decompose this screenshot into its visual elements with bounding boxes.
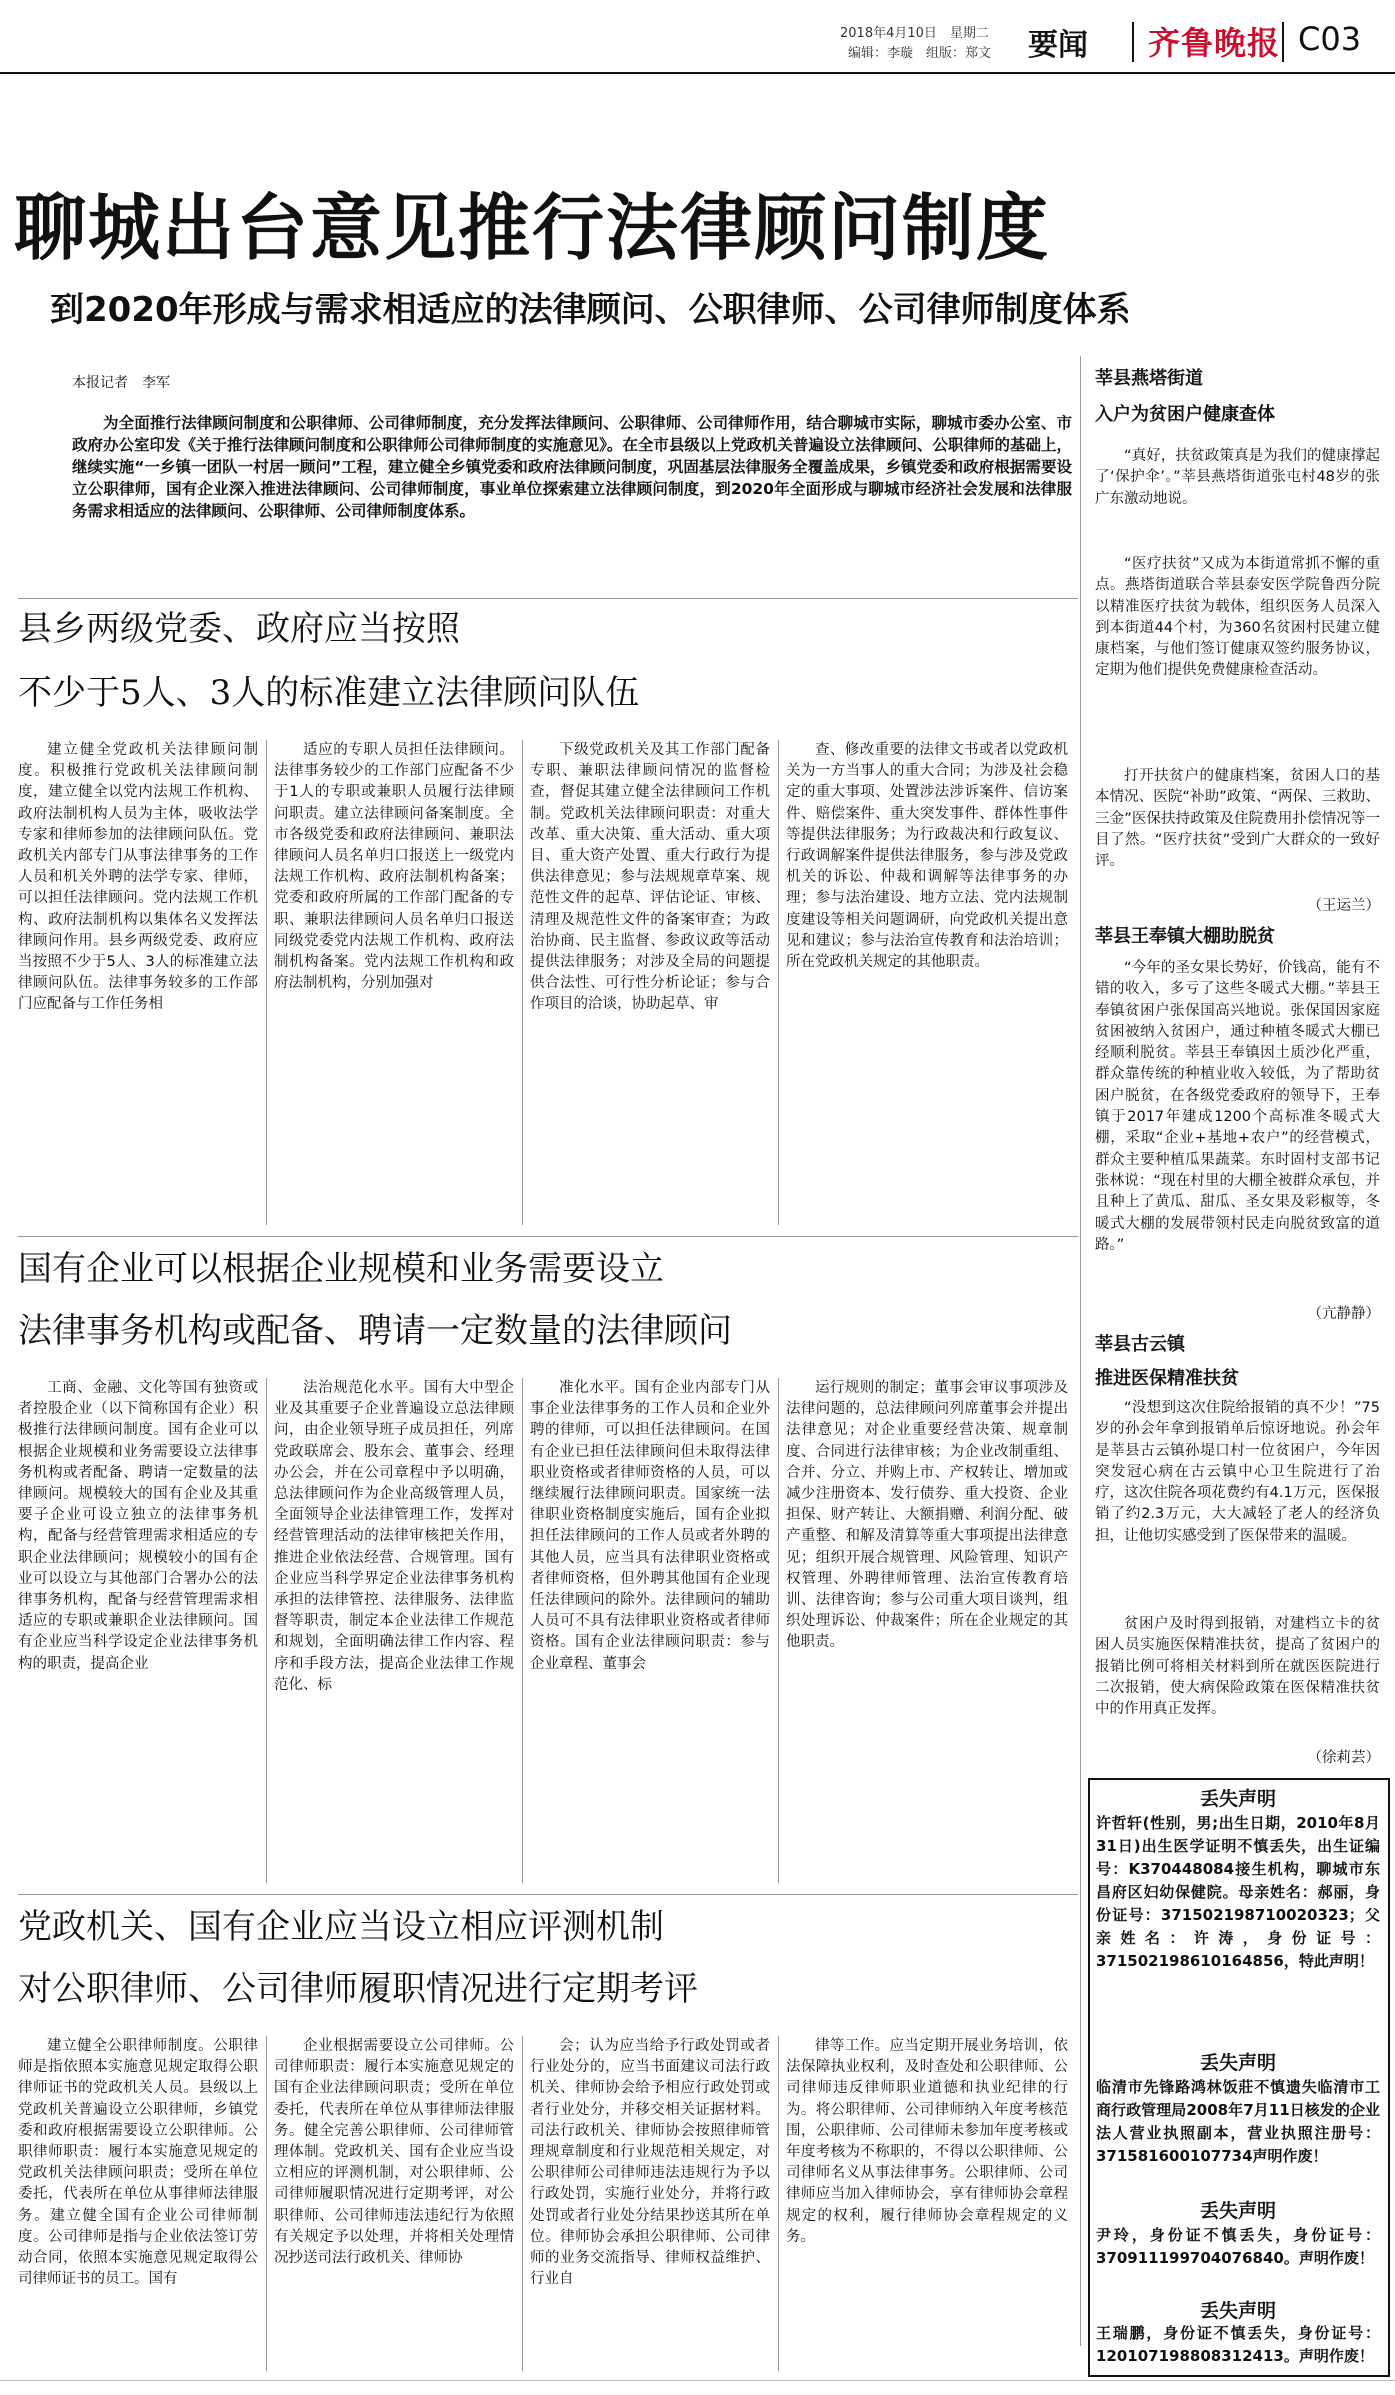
lead-paragraph: 为全面推行法律顾问制度和公职律师、公司律师制度，充分发挥法律顾问、公职律师、公司律师作用，结合聊城市实际，聊城市委办公室、市政府办公室印发《关于推行法律顾问制度和公职律师公司律师制度的实施意见》。在全市县级以上党政机关普遍设立法律顾问、公职律师的基础上，继续实施“一乡镇一团队一村居一顾问”工程，建立健全乡镇党委和政府法律顾问制度，巩固基层法律服务全覆盖成果，乡镇党委和政府根据需要设立公职律师，国有企业深入推进法律顾问、公司律师制度，事业单位探索建立法律顾问制度，到2020年全面形成与聊城市经济社会发展和法律服务需求相适应的法律顾问、公职律师、公司律师制度体系。 (72, 414, 1072, 520)
section-1-heading-line2: 不少于5人、3人的标准建立法律顾问队伍 (18, 673, 640, 713)
sidebar-story-2-author: （亢静静） (1307, 1306, 1380, 1322)
section-1-col-1: 建立健全党政机关法律顾问制度。积极推行党政机关法律顾问制度，建立健全以党内法规工作机构、政府法制机构人员为主体，吸收法学专家和律师参加的法律顾问队伍。党政机关内部专门从事法律事务的工作人员和机关外聘的法学专家、律师，可以担任法律顾问。党内法规工作机构、政府法制机构以集体名义发挥法律顾问作用。县乡两级党委、政府应当按照不少于5人、3人的标准建立法律顾问队伍。法律事务较多的工作部门应配备与工作任务相 (18, 742, 258, 1013)
section-1-col-3: 下级党政机关及其工作部门配备专职、兼职法律顾问情况的监督检查，督促其建立健全法律顾问工作机制。党政机关法律顾问职责：对重大改革、重大决策、重大活动、重大项目、重大资产处置、重大行政行为提供法律意见；参与法规规章草案、规范性文件的起草、评估论证、审核、清理及规范性文件的备案审查；为政治协商、民主监督、参政议政等活动提供法律服务；对涉及全局的问题提供合法性、可行性分析论证；参与合作项目的洽谈，协助起草、审 (530, 742, 770, 1013)
header-divider (1132, 22, 1134, 62)
column-rule (778, 740, 779, 1225)
section-1-heading-line1: 县乡两级党委、政府应当按照 (18, 609, 460, 649)
newspaper-logo: 齐鲁晚报 (1148, 24, 1281, 62)
section-2-col-3: 准化水平。国有企业内部专门从事企业法律事务的工作人员和企业外聘的律师，可以担任法律顾问。在国有企业已担任法律顾问但未取得法律职业资格或者律师资格的人员，可以继续履行法律顾问职责。国家统一法律职业资格制度实施后，国有企业拟担任法律顾问的工作人员或者外聘的其他人员，应当具有法律职业资格或者律师资格，但外聘其他国有企业现任法律顾问的除外。法律顾问的辅助人员可不具有法律职业资格或者律师资格。国有企业法律顾问职责：参与企业章程、董事会 (530, 1380, 770, 1672)
section-3-col-2: 企业根据需要设立公司律师。公司律师职责：履行本实施意见规定的国有企业法律顾问职责；受所在单位委托，代表所在单位从事律师法律服务。健全完善公职律师、公司律师管理体制。党政机关、国有企业应当设立相应的评测机制，对公职律师、公司律师履职情况进行定期考评，对公职律师、公司律师违法违纪行为依照有关规定予以处理，并将相关处理情况抄送司法行政机关、律师协 (274, 2038, 514, 2267)
notice-text: 王瑞鹏，身份证不慎丢失，身份证号：120107198808312413。声明作废！ (1096, 2324, 1380, 2365)
notice-title: 丢失声明 (1199, 1788, 1276, 1810)
sidebar-story-1-paragraph: “医疗扶贫”又成为本街道常抓不懈的重点。燕塔街道联合莘县泰安医学院鲁西分院以精准医疗扶贫为载体，组织医务人员深入到本街道44个村，为360名贫困村民建立健康档案，与他们签订健康双签约服务协议，定期为他们提供免费健康检查活动。 (1095, 556, 1380, 679)
issue-date: 2018年4月10日 星期二 (840, 26, 989, 41)
section-3-heading-line1: 党政机关、国有企业应当设立相应评测机制 (18, 1907, 664, 1947)
sidebar-story-1-paragraph: “真好，扶贫政策真是为我们的健康撑起了‘保护伞’。”莘县燕塔街道张屯村48岁的张广东激动地说。 (1095, 448, 1380, 507)
section-3-col-4: 律等工作。应当定期开展业务培训，依法保障执业权利，及时查处和公职律师、公司律师违反律师职业道德和执业纪律的行为。将公职律师、公司律师纳入年度考核范围，公职律师、公司律师未参加年度考核或年度考核为不称职的，不得以公职律师、公司律师名义从事法律事务。公职律师、公司律师应当加入律师协会，享有律师协会章程规定的权利，履行律师协会章程规定的义务。 (786, 2038, 1068, 2245)
section-2-heading-line1: 国有企业可以根据企业规模和业务需要设立 (18, 1249, 664, 1289)
section-rule (18, 598, 1078, 599)
column-rule (266, 2036, 267, 2371)
sidebar-story-3-paragraph: 贫困户及时得到报销，对建档立卡的贫困人员实施医保精准扶贫，提高了贫困户的报销比例可将相关材料到所在就医医院进行二次报销，使大病保险政策在医保精准扶贫中的作用真正发挥。 (1095, 1616, 1380, 1718)
header-divider (1282, 22, 1284, 62)
notice-title: 丢失声明 (1199, 2200, 1276, 2222)
section-3-col-3: 会；认为应当给予行政处罚或者行业处分的，应当书面建议司法行政机关、律师协会给予相应行政处罚或者行业处分，并移交相关证据材料。司法行政机关、律师协会按照律师管理规章制度和行业规范相关规定，对公职律师公司律师违法违规行为予以行政处罚，实施行业处分，并将行政处罚或者行业处分结果抄送其所在单位。律师协会承担公职律师、公司律师的业务交流指导、律师权益维护、行业自 (530, 2038, 770, 2288)
column-rule (266, 1378, 267, 1883)
sidebar-story-3-place: 莘县古云镇 (1095, 1334, 1185, 1355)
sidebar-story-2-paragraph: “今年的圣女果长势好，价钱高，能有不错的收入，多亏了这些冬暖式大棚。”莘县王奉镇贫困户张保国高兴地说。张保国因家庭贫困被纳入贫困户，通过种植冬暖式大棚已经顺利脱贫。莘县王奉镇因土质沙化严重，群众靠传统的种植业收入较低，为了帮助贫困户脱贫，在各级党委政府的领导下，王奉镇于2017年建成1200个高标准冬暖式大棚，采取“企业+基地+农户”的经营模式，群众主要种植瓜果蔬菜。东时固村支部书记张林说：“现在村里的大棚全被群众承包，并且种上了黄瓜、甜瓜、圣女果及彩椒等，冬暖式大棚的发展带领村民走向脱贫致富的道路。” (1095, 960, 1380, 1253)
section-2-heading-line2: 法律事务机构或配备、聘请一定数量的法律顾问 (18, 1311, 732, 1351)
section-2-col-2: 法治规范化水平。国有大中型企业及其重要子企业普遍设立总法律顾问，由企业领导班子成员担任，列席党政联席会、股东会、董事会、经理办公会，并在公司章程中予以明确，总法律顾问作为企业高级管理人员，全面领导企业法律管理工作，发挥对经营管理活动的法律审核把关作用，推进企业依法经营、合规管理。国有企业应当科学界定企业法律事务机构承担的法律管控、法律服务、法律监督等职责，制定本企业法律工作规范和规划，全面明确法律工作内容、程序和手段方法，提高企业法律工作规范化、标 (274, 1380, 514, 1693)
sidebar-story-2-place: 莘县王奉镇大棚助脱贫 (1095, 926, 1275, 947)
sidebar-divider (1080, 356, 1081, 2346)
sidebar-story-1-paragraph: 打开扶贫户的健康档案，贫困人口的基本情况、医院“补助”政策、“两保、三救助、三金”医保扶持政策及住院费用扑偿情况等一目了然。“医疗扶贫”受到广大群众的一致好评。 (1095, 768, 1380, 870)
sidebar-story-1-headline: 入户为贫困户健康查体 (1095, 404, 1275, 425)
section-name: 要闻 (1028, 28, 1088, 63)
notice-text: 许哲轩(性别，男;出生日期，2010年8月31日)出生医学证明不慎丢失，出生证编号：K370448084接生机构，聊城市东昌府区妇幼保健院。母亲姓名：郝丽，身份证号：371502198710020323；父亲姓名：许涛，身份证号：371502198610164856，特此声明！ (1096, 1814, 1380, 1970)
section-rule (18, 1236, 1078, 1237)
section-1-col-2: 适应的专职人员担任法律顾问。法律事务较少的工作部门应配备不少于1人的专职或兼职人员履行法律顾问职责。建立法律顾问备案制度。全市各级党委和政府法律顾问、兼职法律顾问人员名单归口报送上一级党内法规工作机构、政府法制机构备案；党委和政府所属的工作部门配备的专职、兼职法律顾问人员名单归口报送同级党委党内法规工作机构、政府法制机构备案。党内法规工作机构和政府法制机构，分别加强对 (274, 742, 514, 992)
notice-title: 丢失声明 (1199, 2052, 1276, 2074)
section-2-col-1: 工商、金融、文化等国有独资或者控股企业（以下简称国有企业）积极推行法律顾问制度。国有企业可以根据企业规模和业务需要设立法律事务机构或者配备、聘请一定数量的法律顾问。规模较大的国有企业及其重要子企业可设立独立的法律事务机构，配备与经营管理需求相适应的专职企业法律顾问；规模较小的国有企业可以设立与其他部门合署办公的法律事务机构，配备与经营管理需求相适应的专职或兼职企业法律顾问。国有企业应当科学设定企业法律事务机构的职责，提高企业 (18, 1380, 258, 1672)
section-3-heading-line2: 对公职律师、公司律师履职情况进行定期考评 (18, 1969, 698, 2009)
notice-text: 临清市先锋路鸿林饭莊不慎遗失临清市工商行政管理局2008年7月11日核发的企业法人营业执照副本，营业执照注册号：371581600107734声明作废！ (1096, 2078, 1380, 2165)
byline: 本报记者 李军 (72, 375, 170, 391)
article-title: 聊城出台意见推行法律顾问制度 (14, 185, 1051, 270)
article-subtitle: 到2020年形成与需求相适应的法律顾问、公职律师、公司律师制度体系 (50, 290, 1131, 330)
section-2-col-4: 运行规则的制定；董事会审议事项涉及法律问题的，总法律顾问列席董事会并提出法律意见；对企业重要经营决策、规章制度、合同进行法律审核；为企业改制重组、合并、分立、并购上市、产权转让、增加或减少注册资本、发行债券、重大投资、企业担保、财产转让、大额捐赠、利润分配、破产重整、和解及清算等重大事项提出法律意见；组织开展合规管理、风险管理、知识产权管理、外聘律师管理、法治宣传教育培训、法律咨询；参与公司重大项目谈判，组织处理诉讼、仲裁案件；所在企业规定的其他职责。 (786, 1380, 1068, 1651)
column-rule (522, 740, 523, 1225)
page-number: C03 (1298, 20, 1362, 58)
sidebar-story-3-paragraph: “没想到这次住院给报销的真不少！”75岁的孙会年拿到报销单后惊讶地说。孙会年是莘县古云镇孙堤口村一位贫困户，今年因突发冠心病在古云镇中心卫生院进行了治疗，这次住院各项花费约有4.1万元，医保报销了约2.3万元，大大减轻了老人的经济负担，让他切实感受到了医保带来的温暖。 (1095, 1400, 1380, 1544)
page-bottom-rule (0, 2380, 1395, 2381)
notice-text: 尹玲，身份证不慎丢失，身份证号：370911199704076840。声明作废！ (1096, 2226, 1380, 2267)
column-rule (778, 1378, 779, 1883)
section-rule (18, 1894, 1078, 1895)
section-1-col-4: 查、修改重要的法律文书或者以党政机关为一方当事人的重大合同；为涉及社会稳定的重大事项、处置涉法涉诉案件、信访案件、赔偿案件、重大突发事件、群体性事件等提供法律服务；为行政裁决和行政复议、行政调解案件提供法律服务，参与涉及党政机关的诉讼、仲裁和调解等法律事务的办理；参与法治建设、地方立法、党内法规制度建设等相关问题调研，向党政机关提出意见和建议；参与法治宣传教育和法治培训；所在党政机关规定的其他职责。 (786, 742, 1068, 971)
sidebar-story-1-place: 莘县燕塔街道 (1095, 368, 1203, 389)
column-rule (522, 1378, 523, 1883)
sidebar-story-3-headline: 推进医保精准扶贫 (1095, 1368, 1239, 1389)
notice-title: 丢失声明 (1199, 2300, 1276, 2322)
header-rule (0, 72, 1395, 74)
section-3-col-1: 建立健全公职律师制度。公职律师是指依照本实施意见规定取得公职律师证书的党政机关人员。县级以上党政机关普遍设立公职律师，乡镇党委和政府根据需要设立公职律师。公职律师职责：履行本实施意见规定的党政机关法律顾问职责；受所在单位委托，代表所在单位从事律师法律服务。建立健全国有企业公司律师制度。公司律师是指与企业依法签订劳动合同，依照本实施意见规定取得公司律师证书的员工。国有 (18, 2038, 258, 2288)
column-rule (266, 740, 267, 1225)
editor-credit: 编辑：李璇 组版：郑文 (848, 46, 992, 61)
column-rule (778, 2036, 779, 2371)
sidebar-story-1-author: （王运兰） (1307, 898, 1380, 914)
sidebar-story-3-author: （徐莉芸） (1307, 1750, 1380, 1766)
column-rule (522, 2036, 523, 2371)
